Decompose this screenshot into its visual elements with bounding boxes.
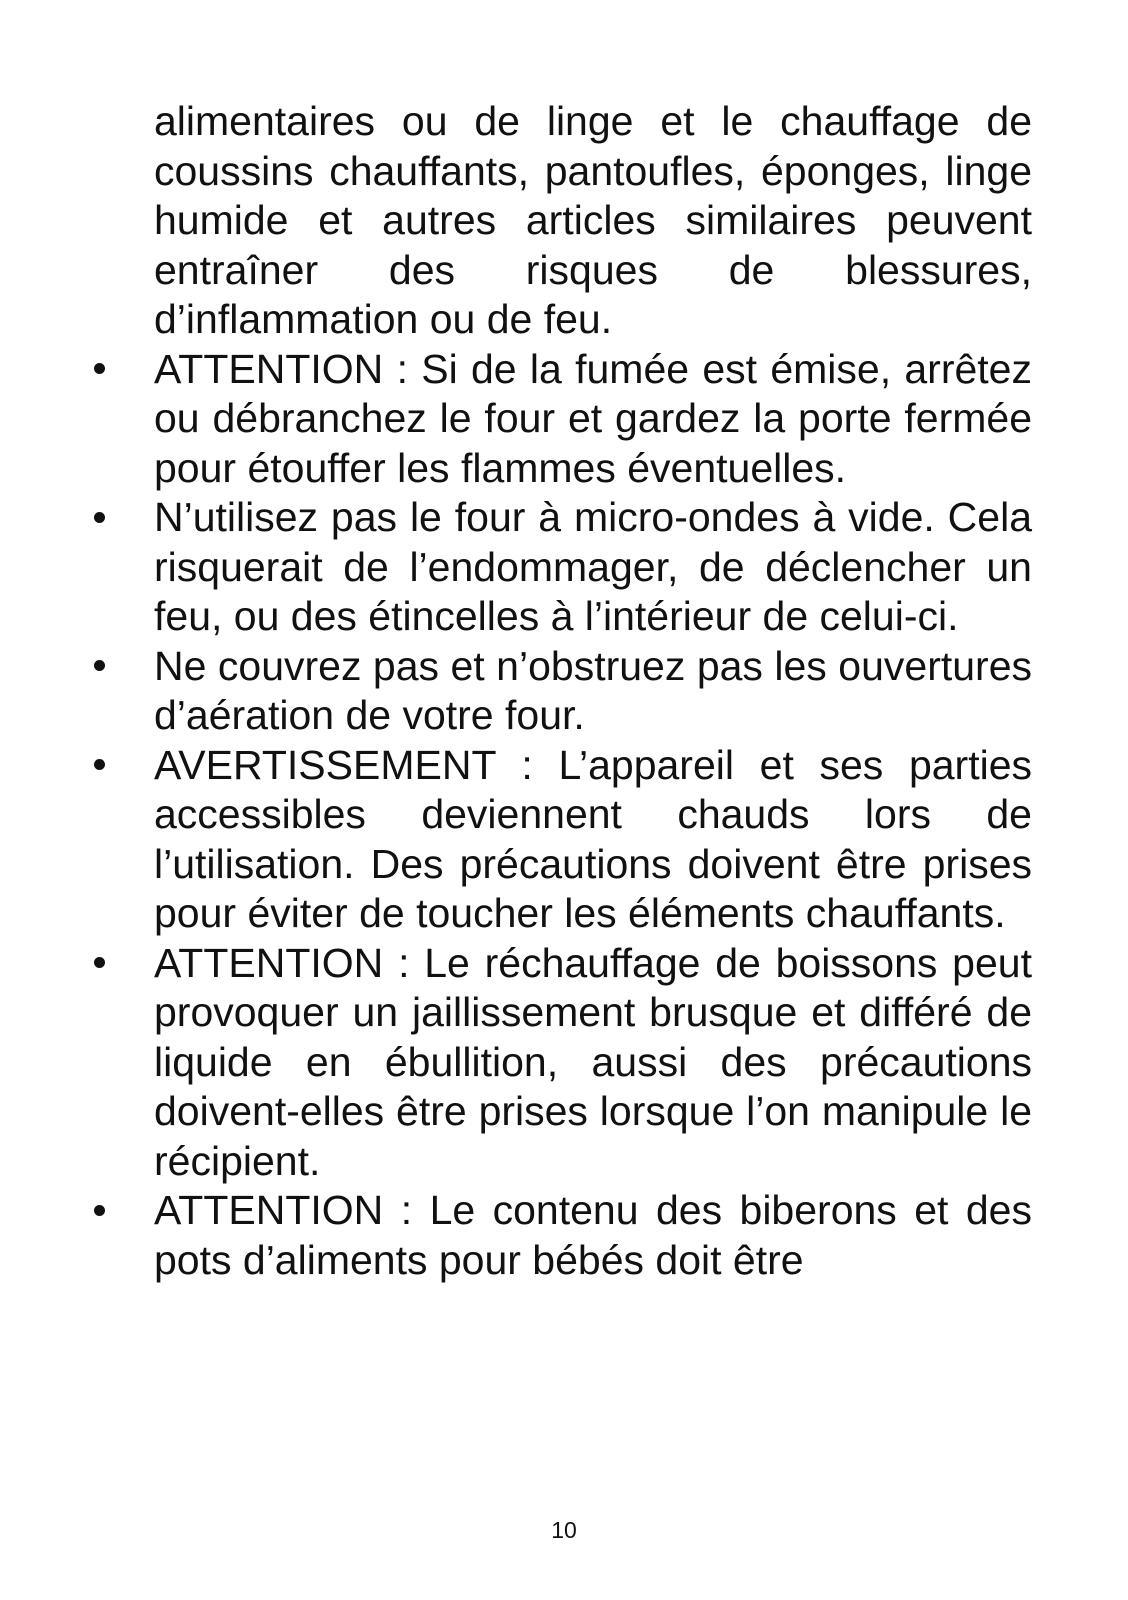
bullet-text: N’utilisez pas le four à micro-ondes à vide. Cela risquerait de l’endommager, de déclencher un feu, ou des étincelles à l’intérieur de celui-ci. [154, 494, 1032, 639]
bullet-text: ATTENTION : Si de la fumée est émise, arrêtez ou débranchez le four et gardez la porte fermée pour étouffer les flammes éventuelles. [154, 345, 1032, 491]
bullet-item-smoke-warning [94, 345, 1032, 494]
bullet-item-vents [94, 642, 1032, 741]
bullet-item-hot-parts [94, 741, 1032, 939]
bullet-icon [94, 741, 124, 791]
bullet-item-baby-food [94, 1186, 1032, 1285]
bullet-icon [94, 345, 124, 395]
bullet-text: AVERTISSEMENT : L’appareil et ses parties accessibles deviennent chauds lors de l’utilisation. Des précautions doivent être prises pour éviter de toucher les éléments chauffants. [154, 741, 1032, 936]
bullet-text: ATTENTION : Le réchauffage de boissons peut provoquer un jaillissement brusque et différé de liquide en ébullition, aussi des précautions doivent-elles être prises lorsque l’on manipule le récipient. [154, 939, 1032, 1184]
page-number: 10 [551, 1517, 577, 1543]
paragraph-text: alimentaires ou de linge et le chauffage de coussins chauffants, pantoufles, éponges, linge humide et autres articles similaires peuvent entraîner des risques de blessures, d’inflammation ou de feu. [154, 98, 1032, 342]
paragraph-continuation [94, 97, 1032, 345]
bullet-text: Ne couvrez pas et n’obstruez pas les ouvertures d’aération de votre four. [154, 642, 1032, 738]
bullet-item-empty-oven [94, 493, 1032, 642]
bullet-icon [94, 1186, 124, 1236]
bullet-icon [94, 939, 124, 989]
page-body [94, 97, 1032, 1285]
bullet-text: ATTENTION : Le contenu des biberons et des pots d’aliments pour bébés doit être [154, 1187, 1032, 1283]
bullet-item-beverages [94, 939, 1032, 1187]
bullet-icon [94, 642, 124, 692]
bullet-icon [94, 493, 124, 543]
